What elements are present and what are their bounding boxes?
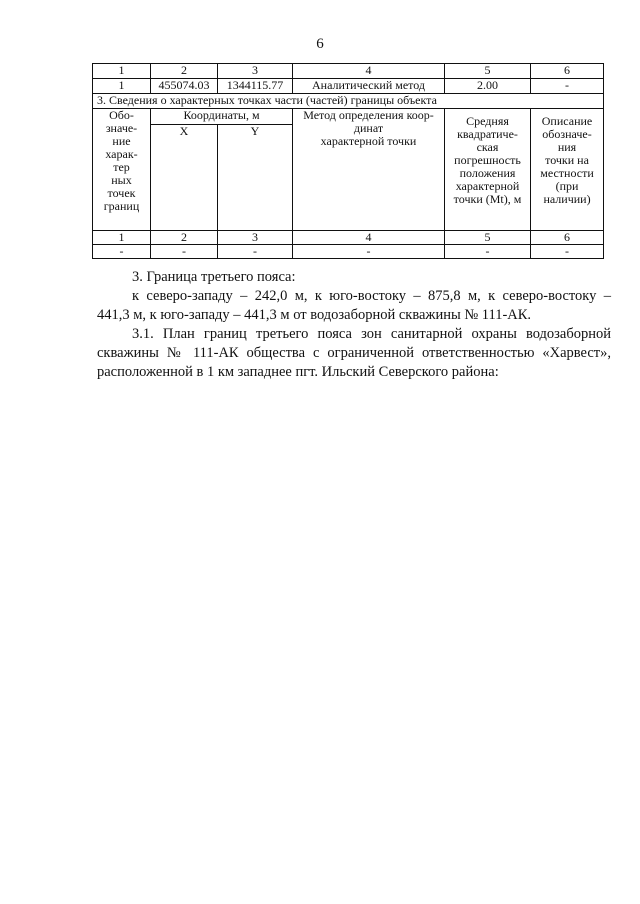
table-row xyxy=(93,245,604,259)
table-cell: 455074.03 xyxy=(151,79,218,94)
body-text xyxy=(97,268,611,382)
table-cell: - xyxy=(93,245,151,259)
table-cell: 2.00 xyxy=(445,79,531,94)
table-cell: - xyxy=(445,245,531,259)
header-coordinates: Координаты, м xyxy=(151,109,293,125)
column-number: 5 xyxy=(445,64,531,79)
section-3-table xyxy=(92,93,604,259)
column-number: 4 xyxy=(293,231,445,245)
table-cell: - xyxy=(531,79,604,94)
column-number: 4 xyxy=(293,64,445,79)
header-point-designation: Обо- значе- ние харак- тер ных точек границ xyxy=(93,109,151,231)
page-number: 6 xyxy=(316,36,324,52)
table-header-row xyxy=(93,64,604,79)
table-cell: - xyxy=(531,245,604,259)
column-number: 2 xyxy=(151,231,218,245)
table-cell: Аналитический метод xyxy=(293,79,445,94)
column-number: 1 xyxy=(93,64,151,79)
table-cell: 1344115.77 xyxy=(218,79,293,94)
header-method: Метод определения коор- динат характерной точки xyxy=(293,109,445,231)
table-cell: - xyxy=(218,245,293,259)
paragraph-line: расположенной в 1 км западнее пгт. Ильский Северского района: xyxy=(97,364,499,380)
header-coord-y: Y xyxy=(218,124,293,230)
paragraph-line: 3.1. План границ третьего пояса зон санитарной охраны водозаборной xyxy=(132,326,611,342)
table-cell: - xyxy=(151,245,218,259)
column-number: 5 xyxy=(445,231,531,245)
column-number: 3 xyxy=(218,64,293,79)
paragraph-line: 441,3 м, к юго-западу – 441,3 м от водозаборной скважины № 111-АК. xyxy=(97,307,532,323)
column-number: 6 xyxy=(531,231,604,245)
header-error: Средняя квадратиче- ская погрешность положения характерной точки (Mt), м xyxy=(445,109,531,231)
column-number: 6 xyxy=(531,64,604,79)
paragraph-line: к северо-западу – 242,0 м, к юго-востоку – 875,8 м, к северо-востоку – xyxy=(132,288,611,304)
table-header-row xyxy=(93,109,604,125)
table-cell: 1 xyxy=(93,79,151,94)
table-cell: - xyxy=(293,245,445,259)
header-coord-x: X xyxy=(151,124,218,230)
points-table-continuation xyxy=(92,63,604,94)
column-number: 3 xyxy=(218,231,293,245)
section-heading: 3. Граница третьего пояса: xyxy=(132,269,296,285)
header-description: Описание обозначе- ния точки на местности (при наличии) xyxy=(531,109,604,231)
section-title: 3. Сведения о характерных точках части (частей) границы объекта xyxy=(93,94,604,109)
column-number: 2 xyxy=(151,64,218,79)
column-numbers-row xyxy=(93,231,604,245)
paragraph-line: скважины № 111-АК общества с ограниченной ответственностью «Харвест», xyxy=(97,345,611,361)
column-number: 1 xyxy=(93,231,151,245)
table-row xyxy=(93,79,604,94)
